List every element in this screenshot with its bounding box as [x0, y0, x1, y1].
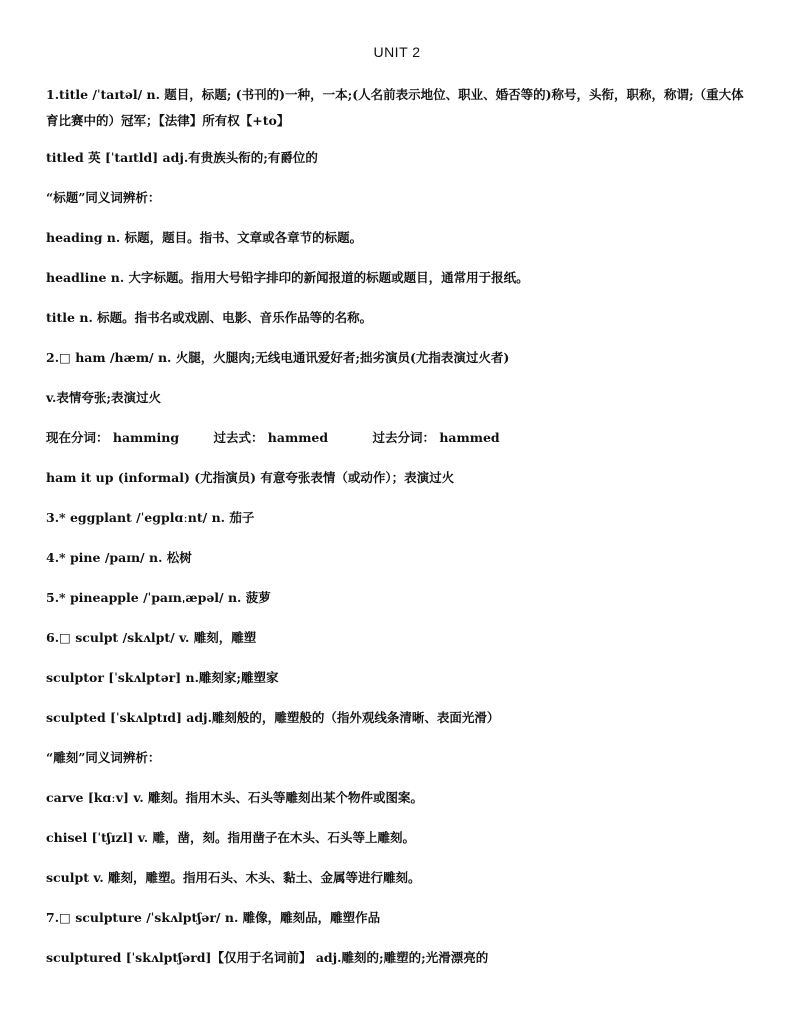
entry-sculptor: sculptor [ˈskʌlptər] n.雕刻家;雕塑家	[46, 670, 279, 685]
present-participle: 现在分词： hamming	[46, 430, 180, 445]
synonym-heading-title: “标题”同义词辨析：	[46, 190, 161, 205]
synonym-title: title n. 标题。指书名或戏剧、电影、音乐作品等的名称。	[46, 310, 373, 325]
entry-pine: 4.* pine /paɪn/ n. 松树	[46, 550, 192, 565]
entry-ham-verb: v.表情夸张;表演过火	[46, 390, 161, 405]
ham-inflections	[46, 430, 500, 446]
synonym-heading: heading n. 标题，题目。指书、文章或各章节的标题。	[46, 230, 363, 245]
entry-ham: 2.□ ham /hæm/ n. 火腿，火腿肉;无线电通讯爱好者;拙劣演员(尤指表演过火者)	[46, 350, 510, 365]
entry-sculpt: 6.□ sculpt /skʌlpt/ v. 雕刻，雕塑	[46, 630, 257, 645]
synonym-headline: headline n. 大字标题。指用大号铅字排印的新闻报道的标题或题目，通常用于报纸。	[46, 270, 529, 285]
synonym-sculpt: sculpt v. 雕刻，雕塑。指用石头、木头、黏土、金属等进行雕刻。	[46, 870, 421, 885]
entry-eggplant: 3.* eggplant /ˈeɡplɑːnt/ n. 茄子	[46, 510, 255, 525]
entry-sculpted: sculpted [ˈskʌlptɪd] adj.雕刻般的，雕塑般的（指外观线条清晰、表面光滑）	[46, 710, 500, 725]
synonym-chisel: chisel [ˈtʃɪzl] v. 雕，凿，刻。指用凿子在木头、石头等上雕刻。	[46, 830, 415, 845]
entry-sculptured: sculptured [ˈskʌlptʃərd]【仅用于名词前】 adj.雕刻的;雕塑的;光滑漂亮的	[46, 950, 489, 965]
entry-title: 1.title /ˈtaɪtəl/ n. 题目，标题; (书刊的)一种，一本;(人名前表示地位、职业、婚否等的)称号，头衔，职称，称谓;（重大体育比赛中的）冠军；【法律】所有权【+to】	[46, 87, 744, 128]
synonym-heading-carve: “雕刻”同义词辨析：	[46, 750, 161, 765]
past-participle: 过去分词： hammed	[372, 430, 500, 445]
page-title: UNIT 2	[373, 44, 421, 60]
synonym-carve: carve [kɑːv] v. 雕刻。指用木头、石头等雕刻出某个物件或图案。	[46, 790, 424, 805]
entry-pineapple: 5.* pineapple /ˈpaɪnˌæpəl/ n. 菠萝	[46, 590, 271, 605]
past-tense: 过去式： hammed	[213, 430, 329, 445]
entry-ham-it-up: ham it up (informal) (尤指演员) 有意夸张表情（或动作）；表演过火	[46, 470, 455, 485]
entry-titled: titled 英 [ˈtaɪtld] adj.有贵族头衔的;有爵位的	[46, 150, 318, 165]
entry-sculpture: 7.□ sculpture /ˈskʌlptʃər/ n. 雕像，雕刻品，雕塑作品	[46, 910, 381, 925]
